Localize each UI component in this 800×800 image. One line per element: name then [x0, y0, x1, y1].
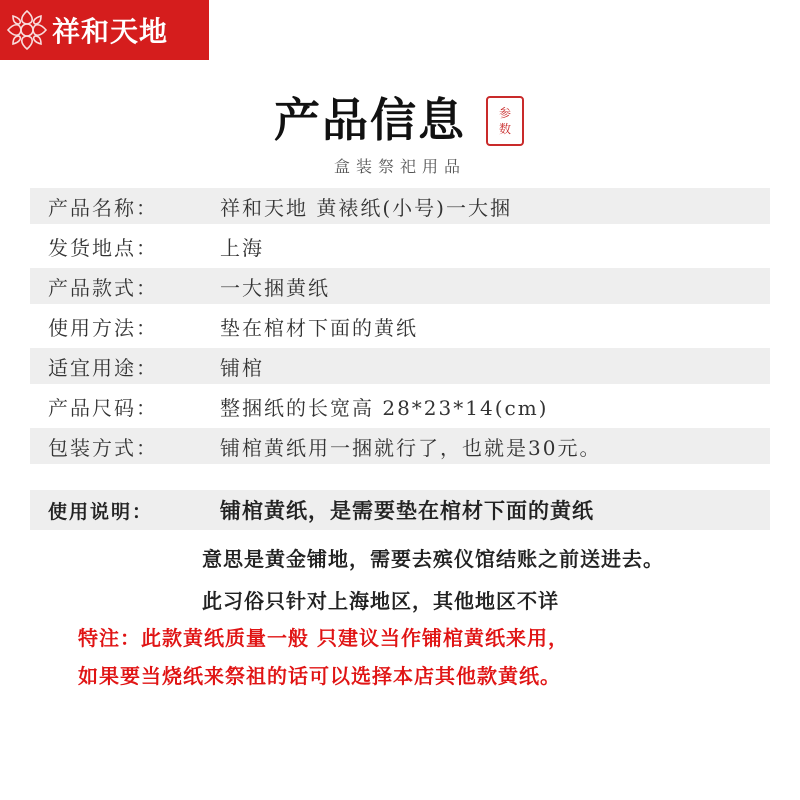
seal-char-top: 参 [498, 106, 511, 120]
info-value: 铺棺黄纸用一捆就行了，也就是30元。 [220, 435, 602, 460]
info-label: 产品尺码： [48, 395, 158, 420]
usage-instructions-row [30, 490, 770, 530]
info-label: 产品款式： [48, 275, 158, 300]
usage-line-3: 此习俗只针对上海地区，其他地区不详 [202, 589, 559, 613]
flower-swirl-icon [4, 7, 50, 53]
usage-line-2: 意思是黄金铺地，需要去殡仪馆结账之前送进去。 [202, 547, 664, 571]
brand-banner [0, 0, 209, 60]
info-row-packaging [30, 428, 770, 464]
info-label: 适宜用途： [48, 355, 158, 380]
seal-char-bottom: 数 [498, 122, 511, 136]
usage-line-1: 铺棺黄纸，是需要垫在棺材下面的黄纸 [220, 499, 594, 523]
info-label: 发货地点： [48, 235, 158, 260]
info-row-style [30, 268, 770, 304]
info-value: 祥和天地 黄裱纸(小号)一大捆 [220, 195, 512, 220]
info-value: 一大捆黄纸 [220, 275, 330, 300]
warning-line-1: 特注：此款黄纸质量一般 只建议当作铺棺黄纸来用， [78, 626, 569, 650]
brand-name: 祥和天地 [52, 15, 169, 48]
info-label: 包装方式： [48, 435, 158, 460]
info-row-usage-method [30, 308, 770, 344]
info-row-name [30, 188, 770, 224]
info-value: 整捆纸的长宽高 28*23*14(cm) [220, 395, 549, 420]
info-row-size [30, 388, 770, 424]
info-row-ship-from [30, 228, 770, 264]
seal-stamp [486, 96, 524, 146]
info-value: 铺棺 [220, 355, 264, 380]
info-label: 使用方法： [48, 315, 158, 340]
usage-label: 使用说明： [48, 500, 154, 523]
page-header [0, 92, 800, 152]
product-info-table [30, 188, 770, 468]
page-subtitle: 盒装祭祀用品 [333, 157, 466, 176]
info-label: 产品名称： [48, 195, 158, 220]
info-row-purpose [30, 348, 770, 384]
warning-line-2: 如果要当烧纸来祭祖的话可以选择本店其他款黄纸。 [78, 664, 561, 688]
page-title: 产品信息 [274, 93, 466, 147]
info-value: 上海 [220, 235, 264, 260]
info-value: 垫在棺材下面的黄纸 [220, 315, 418, 340]
